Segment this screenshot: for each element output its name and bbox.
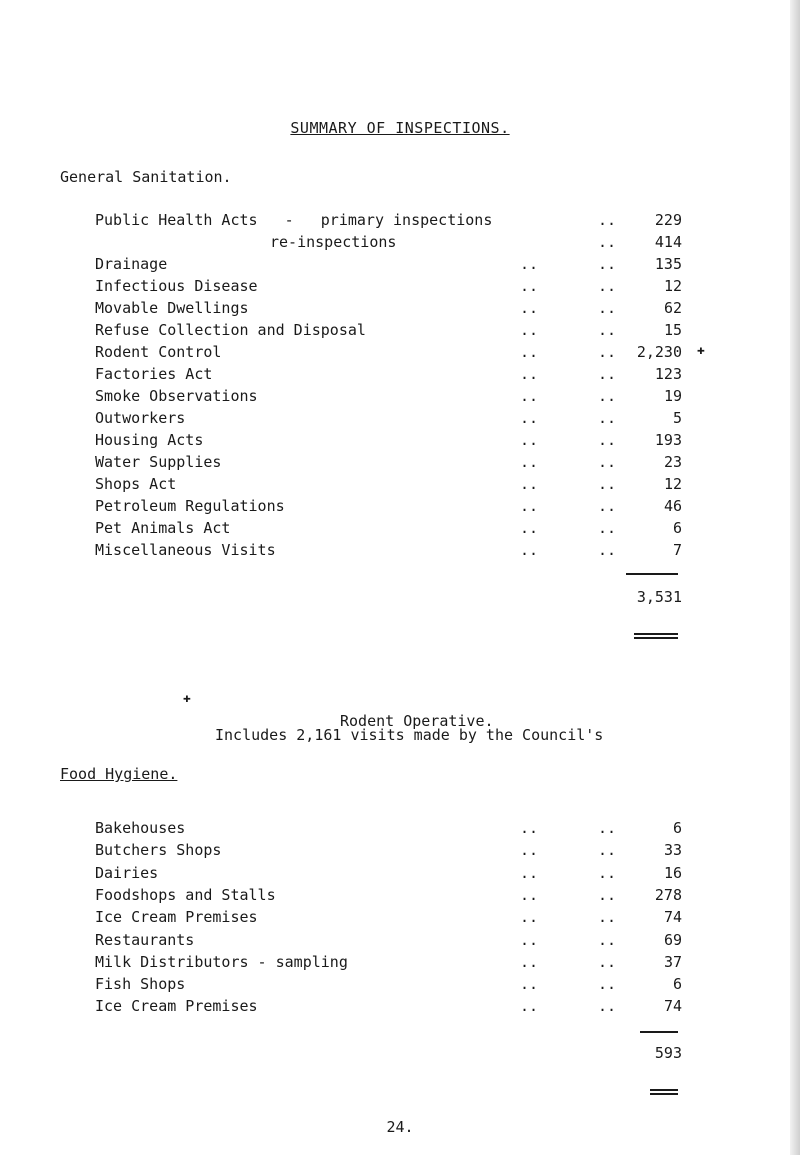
- row-value: 123: [654, 365, 682, 383]
- row-label: Milk Distributors - sampling: [95, 952, 348, 971]
- row-dots: ..: [598, 365, 617, 383]
- row-dots: ..: [598, 475, 617, 493]
- row-label: Public Health Acts - primary inspections: [95, 211, 493, 229]
- row-value: 16: [663, 863, 682, 882]
- row-label: Drainage: [95, 255, 168, 273]
- row-dots: ..: [598, 299, 617, 317]
- row-dots: ..: [598, 863, 617, 882]
- row-dots: ..: [598, 211, 617, 229]
- row-label: Movable Dwellings: [95, 299, 249, 317]
- row-dots: ..: [520, 952, 539, 971]
- row-dots: ..: [520, 453, 539, 471]
- row-value: 6: [672, 819, 682, 837]
- row-value: 12: [663, 277, 682, 295]
- row-value: 19: [663, 387, 682, 405]
- page-number: 24.: [386, 1118, 414, 1136]
- row-dots: ..: [520, 997, 539, 1016]
- table-row: [0, 908, 800, 930]
- row-value: 6: [672, 519, 682, 537]
- general-total-double-rule: [634, 633, 678, 639]
- row-label: Pet Animals Act: [95, 519, 231, 537]
- row-dots: ..: [598, 908, 617, 927]
- table-row: [0, 233, 800, 255]
- table-row: [0, 255, 800, 277]
- row-dots: ..: [520, 885, 539, 904]
- row-value: 69: [663, 930, 682, 949]
- general-total: 3,531: [636, 588, 682, 606]
- footnote-line-2: Rodent Operative.: [340, 712, 494, 730]
- row-dots: ..: [598, 431, 617, 449]
- table-row: [0, 343, 800, 365]
- table-row: [0, 841, 800, 863]
- row-value: 414: [654, 233, 682, 251]
- row-label: Water Supplies: [95, 453, 222, 471]
- row-dots: ..: [598, 233, 617, 251]
- row-dots: ..: [520, 975, 539, 994]
- table-row: [0, 541, 800, 563]
- row-dots: ..: [598, 519, 617, 537]
- table-row: [0, 387, 800, 409]
- row-value: 62: [663, 299, 682, 317]
- row-dots: ..: [520, 819, 539, 837]
- row-dots: ..: [598, 975, 617, 994]
- row-dots: ..: [520, 409, 539, 427]
- cross-marker-icon: ✚: [183, 691, 191, 706]
- row-dots: ..: [520, 863, 539, 882]
- row-dots: ..: [520, 541, 539, 559]
- row-label: re-inspections: [270, 233, 397, 251]
- row-dots: ..: [598, 997, 617, 1016]
- row-value: 5: [672, 409, 682, 427]
- row-value: 46: [663, 497, 682, 515]
- row-value: 7: [672, 541, 682, 559]
- row-label: Outworkers: [95, 409, 186, 427]
- table-row: [0, 953, 800, 975]
- row-value: 193: [654, 431, 682, 449]
- row-dots: ..: [598, 885, 617, 904]
- row-dots: ..: [598, 343, 617, 361]
- row-dots: ..: [520, 841, 539, 860]
- table-row: [0, 497, 800, 519]
- row-label: Ice Cream Premises: [95, 908, 258, 927]
- row-value: 74: [663, 997, 682, 1016]
- food-total-rule: [640, 1031, 678, 1033]
- table-row: [0, 299, 800, 321]
- table-row: [0, 475, 800, 497]
- row-dots: ..: [520, 299, 539, 317]
- row-dots: ..: [520, 497, 539, 515]
- row-dots: ..: [520, 365, 539, 383]
- table-row: [0, 321, 800, 343]
- row-label: Ice Cream Premises: [95, 997, 258, 1016]
- table-row: [0, 864, 800, 886]
- row-value: 37: [663, 952, 682, 971]
- row-dots: ..: [520, 475, 539, 493]
- table-row: [0, 975, 800, 997]
- row-dots: ..: [520, 277, 539, 295]
- cross-marker-icon: ✚: [697, 343, 705, 358]
- table-row: [0, 277, 800, 299]
- food-total: 593: [654, 1044, 682, 1062]
- table-row: [0, 211, 800, 233]
- row-label: Shops Act: [95, 475, 177, 493]
- general-sanitation-heading: General Sanitation.: [60, 168, 232, 186]
- table-row: [0, 365, 800, 387]
- row-dots: ..: [520, 908, 539, 927]
- row-label: Miscellaneous Visits: [95, 541, 276, 559]
- row-label: Restaurants: [95, 930, 195, 949]
- row-value: 15: [663, 321, 682, 339]
- row-dots: ..: [598, 409, 617, 427]
- table-row: [0, 519, 800, 541]
- row-label: Dairies: [95, 863, 159, 882]
- row-label: Infectious Disease: [95, 277, 258, 295]
- row-dots: ..: [598, 952, 617, 971]
- row-label: Smoke Observations: [95, 387, 258, 405]
- row-label: Rodent Control: [95, 343, 222, 361]
- row-value: 2,230: [636, 343, 682, 361]
- row-dots: ..: [598, 387, 617, 405]
- row-label: Petroleum Regulations: [95, 497, 285, 515]
- row-label: Butchers Shops: [95, 841, 222, 860]
- table-row: [0, 931, 800, 953]
- page-title: SUMMARY OF INSPECTIONS.: [290, 119, 510, 137]
- row-dots: ..: [598, 930, 617, 949]
- table-row: [0, 431, 800, 453]
- row-value: 33: [663, 841, 682, 860]
- row-value: 12: [663, 475, 682, 493]
- row-value: 6: [672, 975, 682, 994]
- row-label: Housing Acts: [95, 431, 204, 449]
- row-dots: ..: [598, 277, 617, 295]
- row-value: 278: [654, 885, 682, 904]
- row-dots: ..: [520, 321, 539, 339]
- row-dots: ..: [520, 255, 539, 273]
- row-dots: ..: [520, 930, 539, 949]
- row-dots: ..: [598, 841, 617, 860]
- row-label: Factories Act: [95, 365, 213, 383]
- row-label: Bakehouses: [95, 819, 186, 837]
- row-dots: ..: [598, 497, 617, 515]
- row-label: Fish Shops: [95, 975, 186, 994]
- table-row: [0, 409, 800, 431]
- table-row: [0, 453, 800, 475]
- row-label: Refuse Collection and Disposal: [95, 321, 366, 339]
- row-value: 135: [654, 255, 682, 273]
- footnote-line-1: Includes 2,161 visits made by the Council's: [215, 726, 604, 744]
- row-label: Foodshops and Stalls: [95, 885, 276, 904]
- row-value: 229: [654, 211, 682, 229]
- row-dots: ..: [520, 431, 539, 449]
- row-dots: ..: [598, 541, 617, 559]
- row-value: 74: [663, 908, 682, 927]
- row-value: 23: [663, 453, 682, 471]
- row-dots: ..: [520, 387, 539, 405]
- row-dots: ..: [520, 519, 539, 537]
- row-dots: ..: [598, 321, 617, 339]
- table-row: [0, 819, 800, 841]
- row-dots: ..: [598, 255, 617, 273]
- row-dots: ..: [598, 819, 617, 837]
- table-row: [0, 997, 800, 1019]
- row-dots: ..: [598, 453, 617, 471]
- food-hygiene-heading: Food Hygiene.: [60, 765, 178, 783]
- general-total-rule: [626, 573, 678, 575]
- table-row: [0, 886, 800, 908]
- food-total-double-rule: [650, 1089, 678, 1095]
- row-dots: ..: [520, 343, 539, 361]
